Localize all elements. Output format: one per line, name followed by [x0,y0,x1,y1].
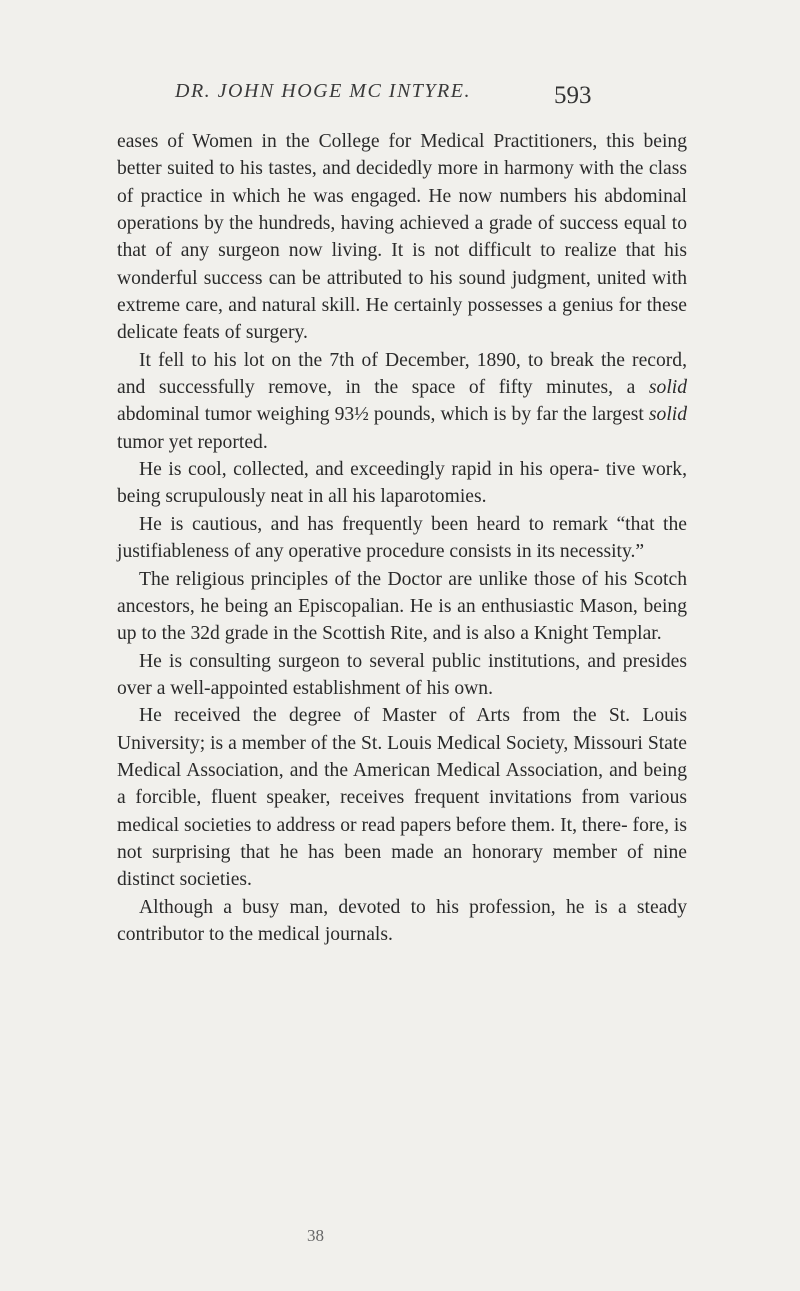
signature-mark: 38 [307,1226,324,1245]
paragraph-contributor: Although a busy man, devoted to his profession, he is a steady contributor to the medical journals. [117,896,687,945]
paragraph-religion: The religious principles of the Doctor are unlike those of his Scotch ancestors, he being an Episcopalian. He is an enthusiastic Mason, being up to the 32d grade in the Scottish Rite, and is also a Knight Templar. [117,568,687,645]
paragraph-operative-work: He is cool, collected, and exceedingly rapid in his opera- tive work, being scrupulously neat in all his laparotomies. [117,459,687,508]
paragraph-tumor-record [117,347,687,456]
text-run: It fell to his lot on the 7th of December, 1890, to break the record, and successfully remove, in the space of fifty minutes, a [117,349,687,399]
paragraph-continued: eases of Women in the College for Medical Practitioners, this being better suited to his tastes, and decidedly more in harmony with the class of practice in which he was engaged. He now numbers his abdominal operations by the hundreds, having achieved a grade of success equal to that of any surgeon now living. It is not difficult to realize that his wonderful success can be attributed to his sound judgment, united with extreme care, and natural skill. He certainly possesses a genius for these delicate feats of surgery. [117,131,687,344]
running-head: DR. JOHN HOGE MC INTYRE. [175,80,471,102]
italic-text: solid [648,404,687,426]
paragraph-quote: He is cautious, and has frequently been heard to remark “that the justifiableness of any operative procedure consists in its necessity.” [117,513,687,563]
italic-text: solid [648,377,687,399]
paragraph-degrees: He received the degree of Master of Arts from the St. Louis University; is a member of the St. Louis Medical Society, Missouri State Medical Association, and the American Medical Association, and being a forcible, fluent speaker, receives frequent invitations from various medical societies to address or read papers before them. It, there- fore, is not surprising that he has been made an honorary member of nine distinct societies. [117,705,687,891]
text-run: tumor yet reported. [117,431,268,453]
paragraph-consulting: He is consulting surgeon to several public institutions, and presides over a well-appointed establishment of his own. [117,650,687,699]
page-number: 593 [554,82,592,109]
body-text [117,128,687,948]
text-run: abdominal tumor weighing 93½ pounds, which is by far the largest [117,404,649,426]
